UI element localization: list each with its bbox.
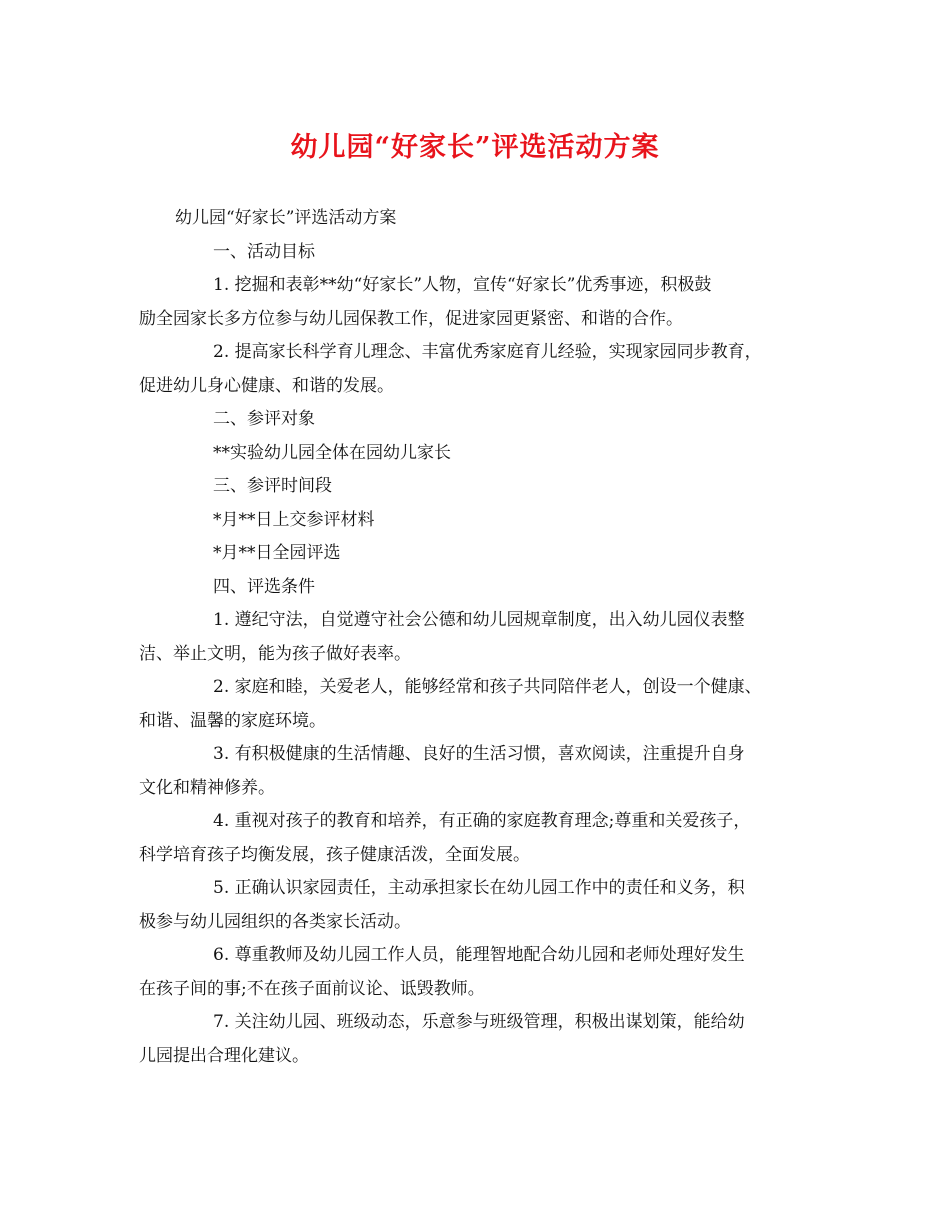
paragraph-line: 5. 正确认识家园责任，主动承担家长在幼儿园工作中的责任和义务，积 (213, 878, 745, 898)
paragraph-line: 洁、举止文明，能为孩子做好表率。 (139, 643, 411, 664)
paragraph-line: **实验幼儿园全体在园幼儿家长 (213, 442, 451, 463)
section-heading-participants: 二、参评对象 (213, 409, 315, 429)
paragraph-line: 3. 有积极健康的生活情趣、良好的生活习惯，喜欢阅读，注重提升自身 (213, 744, 745, 764)
paragraph-line: 7. 关注幼儿园、班级动态，乐意参与班级管理，积极出谋划策，能给幼 (213, 1012, 745, 1032)
paragraph-line: 2. 提高家长科学育儿理念、丰富优秀家庭育儿经验，实现家园同步教育， (213, 342, 762, 362)
paragraph-line: *月**日上交参评材料 (213, 509, 375, 530)
document-body (139, 202, 829, 1073)
paragraph-line: 儿园提出合理化建议。 (139, 1045, 309, 1066)
document-title: 幼儿园“好家长”评选活动方案 (290, 132, 660, 163)
paragraph-line: 促进幼儿身心健康、和谐的发展。 (139, 375, 394, 396)
paragraph-line: 和谐、温馨的家庭环境。 (139, 710, 326, 731)
paragraph-line: 科学培育孩子均衡发展，孩子健康活泼，全面发展。 (139, 844, 530, 865)
paragraph-line: 极参与幼儿园组织的各类家长活动。 (139, 911, 411, 932)
paragraph-line: 在孩子间的事;不在孩子面前议论、诋毁教师。 (139, 978, 485, 999)
subtitle-line: 幼儿园“好家长”评选活动方案 (175, 208, 397, 228)
paragraph-line: *月**日全园评选 (213, 543, 341, 563)
section-heading-criteria: 四、评选条件 (213, 576, 315, 597)
paragraph-line: 文化和精神修养。 (139, 777, 275, 798)
paragraph-line: 2. 家庭和睦，关爱老人，能够经常和孩子共同陪伴老人，创设一个健康、 (213, 677, 762, 697)
paragraph-line: 6. 尊重教师及幼儿园工作人员，能理智地配合幼儿园和老师处理好发生 (213, 945, 745, 965)
section-heading-timeline: 三、参评时间段 (213, 476, 332, 496)
paragraph-line: 4. 重视对孩子的教育和培养，有正确的家庭教育理念;尊重和关爱孩子， (213, 811, 751, 831)
paragraph-line: 励全园家长多方位参与幼儿园保教工作，促进家园更紧密、和谐的合作。 (139, 308, 683, 329)
section-heading-goals: 一、活动目标 (213, 241, 315, 262)
paragraph-line: 1. 挖掘和表彰**幼“好家长”人物，宣传“好家长”优秀事迹，积极鼓 (213, 275, 712, 295)
paragraph-line: 1. 遵纪守法，自觉遵守社会公德和幼儿园规章制度，出入幼儿园仪表整 (213, 610, 745, 630)
